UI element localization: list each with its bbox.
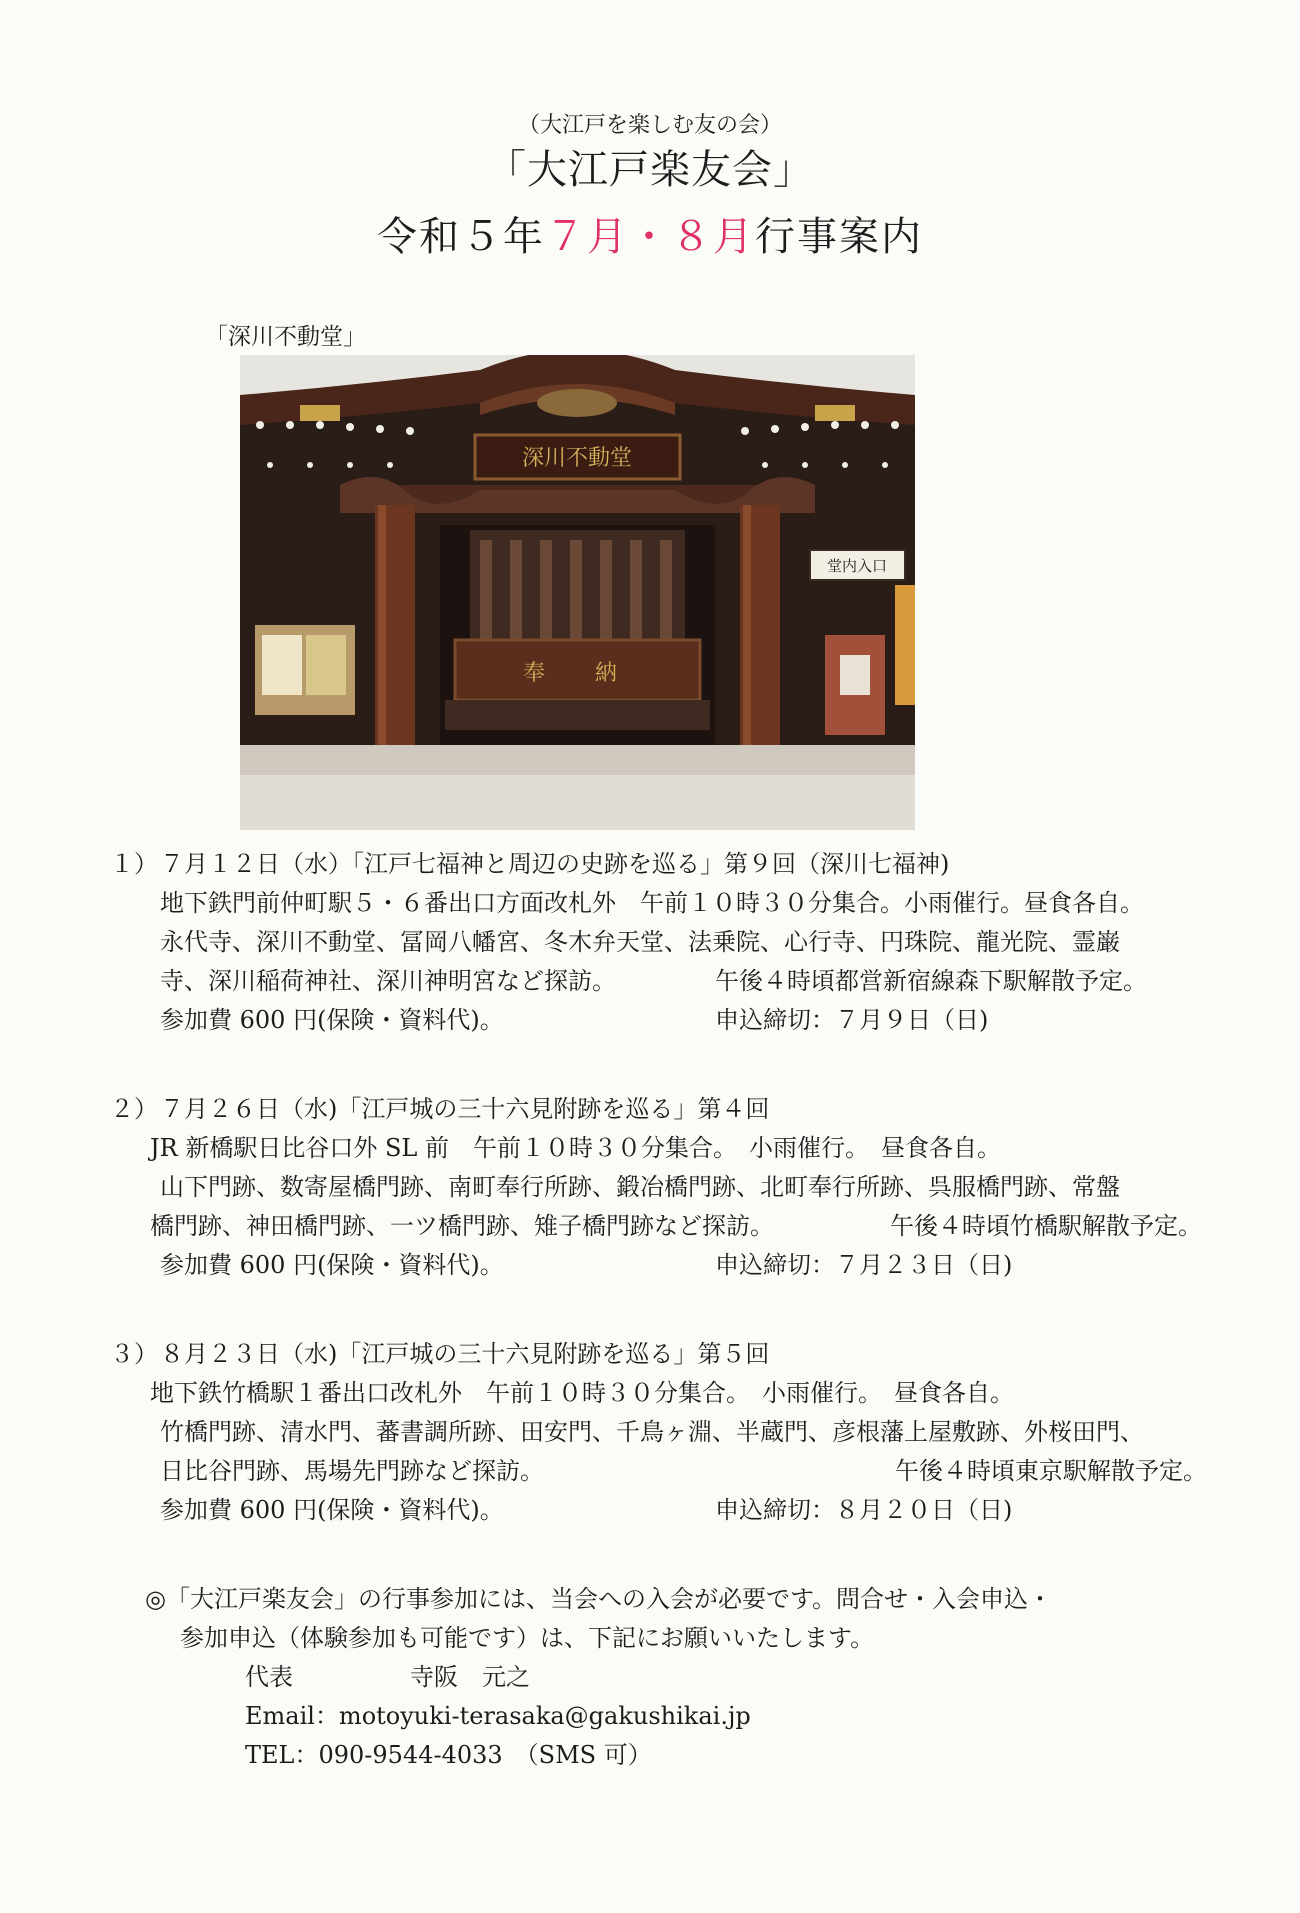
event-route-line-2: 寺、深川稲荷神社、深川神明宮など探訪。	[160, 967, 616, 995]
heading-suffix: 行事案内	[755, 214, 923, 260]
event-meeting: 地下鉄竹橋駅１番出口改札外 午前１０時３０分集合。 小雨催行。 昼食各自。	[150, 1379, 1014, 1407]
organization-title: 「大江戸楽友会」	[486, 147, 814, 193]
contact-phone: TEL：090-9544-4033 （SMS 可）	[245, 1741, 652, 1769]
event-route-line-2: 日比谷門跡、馬場先門跡など探訪。	[160, 1457, 544, 1485]
membership-note-line-1: ◎「大江戸楽友会」の行事参加には、当会への入会が必要です。問合せ・入会申込・	[145, 1585, 1053, 1613]
event-route-line-1: 山下門跡、数寄屋橋門跡、南町奉行所跡、鍛冶橋門跡、北町奉行所跡、呉服橋門跡、常盤	[160, 1173, 1120, 1201]
event-route-line-1: 永代寺、深川不動堂、冨岡八幡宮、冬木弁天堂、法乗院、心行寺、円珠院、龍光院、霊巌	[160, 928, 1120, 956]
heading-prefix: 令和５年	[377, 214, 545, 260]
membership-note-line-2: 参加申込（体験参加も可能です）は、下記にお願いいたします。	[180, 1624, 875, 1652]
event-meeting: 地下鉄門前仲町駅５・６番出口方面改札外 午前１０時３０分集合。小雨催行。昼食各自。	[160, 889, 1144, 917]
event-dismissal: 午後４時頃竹橋駅解散予定。	[890, 1212, 1202, 1240]
event-number: ２）	[110, 1095, 158, 1123]
photo-caption: 「深川不動堂」	[205, 324, 366, 350]
event-route-line-1: 竹橋門跡、清水門、蕃書調所跡、田安門、千鳥ヶ淵、半蔵門、彦根藩上屋敷跡、外桜田門、	[160, 1418, 1144, 1446]
event-deadline: 申込締切：７月２３日（日)	[715, 1251, 1013, 1279]
event-fee: 参加費 600 円(保険・資料代)。	[160, 1251, 504, 1279]
event-fee: 参加費 600 円(保険・資料代)。	[160, 1006, 504, 1034]
page-heading	[0, 205, 1300, 262]
event-deadline: 申込締切：８月２０日（日)	[715, 1496, 1013, 1524]
event-dismissal: 午後４時頃都営新宿線森下駅解散予定。	[715, 967, 1147, 995]
event-deadline: 申込締切：７月９日（日)	[715, 1006, 989, 1034]
event-title: ８月２３日（水)「江戸城の三十六見附跡を巡る」第５回	[160, 1340, 770, 1368]
event-dismissal: 午後４時頃東京駅解散予定。	[895, 1457, 1207, 1485]
event-number: ３）	[110, 1340, 158, 1368]
event-number: １）	[110, 850, 158, 878]
event-meeting: JR 新橋駅日比谷口外 SL 前 午前１０時３０分集合。 小雨催行。 昼食各自。	[150, 1134, 1001, 1162]
temple-illustration	[240, 355, 915, 830]
organization-subtitle: （大江戸を楽しむ友の会）	[517, 113, 782, 138]
event-title: ７月１２日（水）「江戸七福神と周辺の史跡を巡る」第９回（深川七福神)	[160, 850, 950, 878]
event-fee: 参加費 600 円(保険・資料代)。	[160, 1496, 504, 1524]
sign-main-text: 深川不動堂	[521, 446, 633, 471]
temple-photo	[240, 355, 915, 830]
event-route-line-2: 橋門跡、神田橋門跡、一ツ橋門跡、雉子橋門跡など探訪。	[150, 1212, 774, 1240]
sign-offering-text: 奉 納	[522, 661, 632, 686]
heading-months: ７月・８月	[545, 214, 755, 260]
representative-name: 寺阪 元之	[410, 1663, 530, 1691]
representative-label: 代表	[245, 1663, 293, 1691]
event-title: ７月２６日（水)「江戸城の三十六見附跡を巡る」第４回	[160, 1095, 770, 1123]
sign-entrance-text: 堂内入口	[826, 557, 888, 575]
contact-email: Email：motoyuki-terasaka@gakushikai.jp	[245, 1702, 751, 1730]
